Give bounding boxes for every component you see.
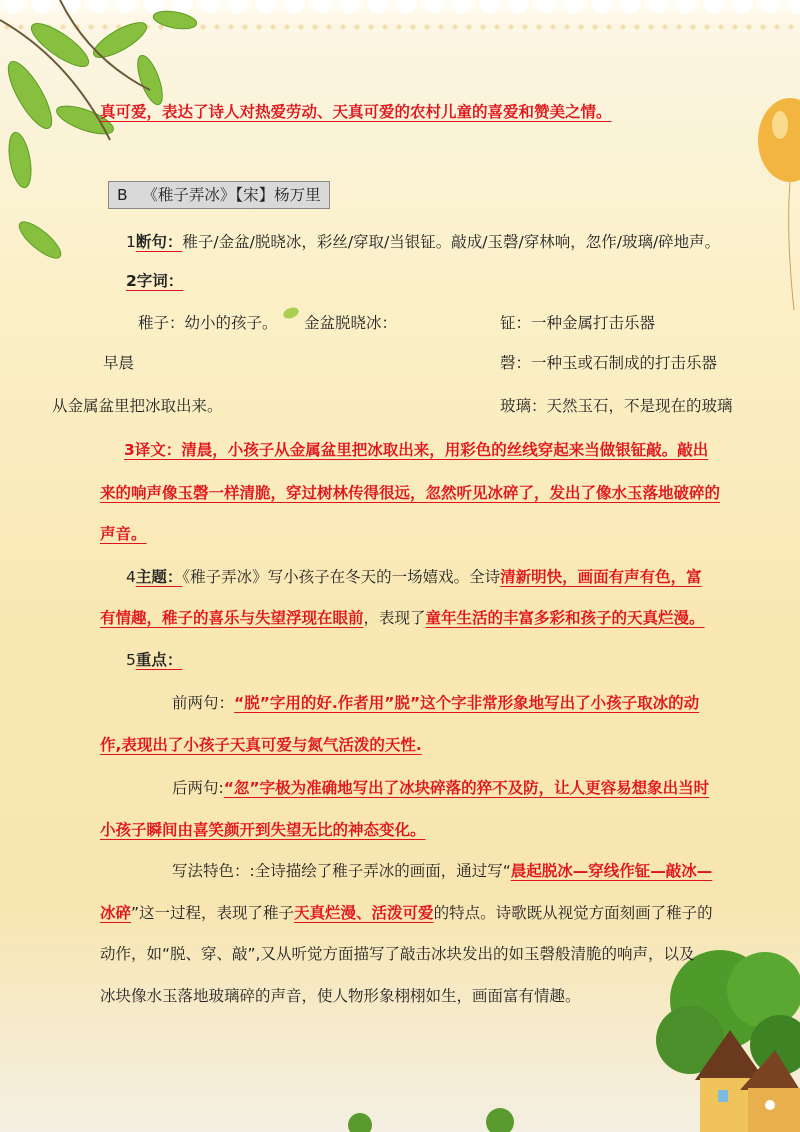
translation-line-1: 3译文：清晨，小孩子从金属盆里把冰取出来，用彩色的丝线穿起来当做银钲敲。敲出 (124, 441, 709, 459)
section-2-label: 2字词： (126, 272, 184, 290)
point-1-line-2: 作,表现出了小孩子天真可爱与氮气活泼的天性. (100, 736, 422, 754)
section-label: 断句： (135, 233, 183, 251)
theme-highlight: 童年生活的丰富多彩和孩子的天真烂漫。 (425, 609, 705, 627)
vocab-a: 稚子：幼小的孩子。 (138, 314, 278, 332)
small-leaf-icon (282, 306, 300, 320)
point-3-line-2 (100, 903, 713, 923)
keypoints-heading (126, 650, 182, 670)
section-1 (126, 232, 720, 252)
section-text: 稚子/金盆/脱晓冰，彩丝/穿取/当银钲。敲成/玉磬/穿林响，忽作/玻璃/碎地声。 (182, 233, 721, 251)
section-label: 重点： (135, 651, 183, 669)
poem-title: 《稚子弄冰》【宋】杨万里 (142, 186, 321, 204)
point-highlight: 晨起脱冰—穿线作钲—敲冰— (510, 862, 713, 880)
point-highlight: 天真烂漫、活泼可爱 (294, 904, 434, 922)
intro-line: 真可爱，表达了诗人对热爱劳动、天真可爱的农村儿童的喜爱和赞美之情。 (100, 103, 612, 121)
theme-line-1 (126, 567, 702, 587)
point-text: 写法特色：:全诗描绘了稚子弄冰的画面，通过写“ (172, 862, 511, 880)
point-prefix: 后两句: (172, 779, 224, 797)
theme-text: ，表现了 (363, 609, 426, 627)
point-2-line-2: 小孩子瞬间由喜笑颜开到失望无比的神态变化。 (100, 821, 426, 839)
translation-line-3: 声音。 (100, 525, 147, 543)
point-prefix: 前两句： (172, 694, 235, 712)
section-number: 4 (126, 568, 136, 586)
balloon-icon (748, 55, 800, 315)
poem-heading (108, 181, 330, 209)
section-label: 主题： (135, 568, 183, 586)
point-3-line-3: 动作，如“脱、穿、敲”,又从听觉方面描写了敲击冰块发出的如玉磬般清脆的响声，以及 (100, 945, 695, 963)
theme-line-2 (100, 608, 705, 628)
theme-text: 《稚子弄冰》写小孩子在冬天的一场嬉戏。全诗 (182, 568, 501, 586)
bottom-grass (340, 1100, 520, 1132)
translation-line-2: 来的响声像玉磬一样清脆，穿过树林传得很远，忽然听见冰碎了，发出了像水玉落地破碎的 (100, 484, 721, 502)
vocab-b: 金盆脱晓冰： (304, 314, 398, 332)
point-3-line-1 (172, 861, 712, 881)
point-highlight: 冰碎 (100, 904, 132, 922)
vocab-g: 玻璃：天然玉石，不是现在的玻璃 (500, 397, 733, 415)
heading-marker: B (117, 186, 128, 204)
point-2-line-1 (172, 778, 709, 798)
vocab-d: 早晨 (103, 354, 135, 372)
point-1-line-1 (172, 693, 699, 713)
theme-highlight: 清新明快，画面有声有色，富 (500, 568, 702, 586)
vocab-f: 从金属盆里把冰取出来。 (52, 397, 223, 415)
point-text: 的特点。诗歌既从视觉方面刻画了稚子的 (433, 904, 713, 922)
point-text: “忽”字极为准确地写出了冰块碎落的猝不及防，让人更容易想象出当时 (223, 779, 710, 797)
vocab-e: 磬：一种玉或石制成的打击乐器 (500, 354, 718, 372)
point-text: “脱”字用的好.作者用”脱”这个字非常形象地写出了小孩子取冰的动 (234, 694, 700, 712)
point-text: ”这一过程，表现了稚子 (131, 904, 295, 922)
point-3-line-4: 冰块像水玉落地玻璃碎的声音，使人物形象栩栩如生，画面富有情趣。 (100, 987, 581, 1005)
theme-highlight: 有情趣，稚子的喜乐与失望浮现在眼前 (100, 609, 364, 627)
vocab-c: 钲：一种金属打击乐器 (500, 314, 656, 332)
section-number: 1 (126, 233, 136, 251)
section-number: 5 (126, 651, 136, 669)
